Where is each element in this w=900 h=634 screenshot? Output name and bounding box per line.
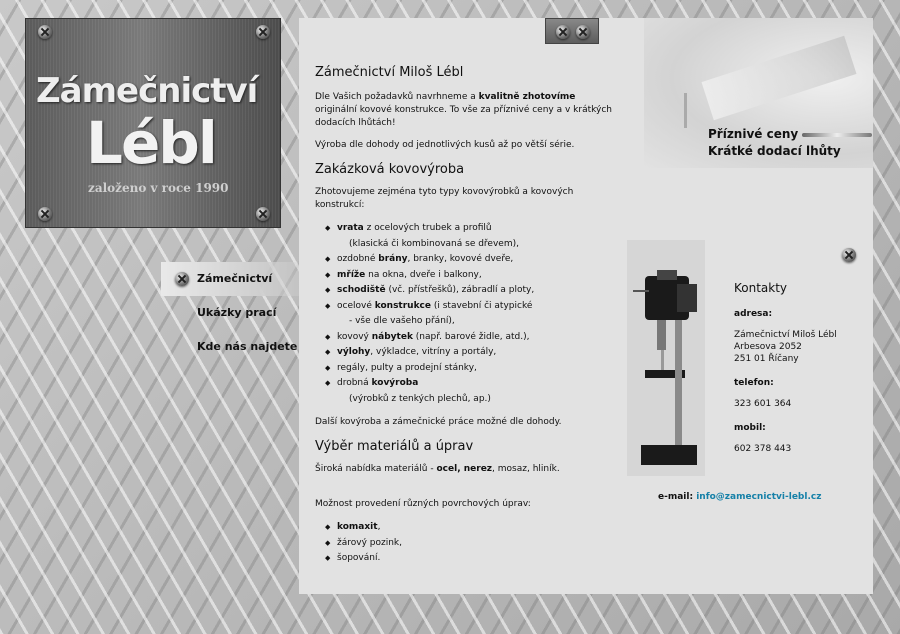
section-heading: Výběr materiálů a úprav xyxy=(315,439,474,454)
list-item: ◆ kovový nábytek (např. barové židle, atd.), xyxy=(337,330,615,346)
phone-value: 323 601 364 xyxy=(734,399,792,409)
list-item: ◆ schodiště (vč. přístřešků), zábradlí a ploty, xyxy=(337,283,615,299)
list-item: ◆ regály, pulty a prodejní stánky, xyxy=(337,361,615,377)
product-list xyxy=(315,221,615,407)
intro-paragraph-2: Výroba dle dohody od jednotlivých kusů až po větší série. xyxy=(315,140,575,150)
tagline-prices: Příznivé ceny xyxy=(708,127,799,141)
content-panel xyxy=(299,18,873,594)
intro-paragraph: Dle Vašich požadavků navrhneme a kvalitně zhotovíme originální kovové konstrukce. To vše za příznivé ceny a v krátkých dodacích lhůtách! xyxy=(315,92,612,128)
drill-press-image xyxy=(627,240,705,476)
address-value: Zámečnictví Miloš Lébl Arbesova 2052 251 01 Říčany xyxy=(734,330,837,364)
section-intro: Zhotovujeme zejména tyto typy kovovýrobků a kovových konstrukcí: xyxy=(315,187,574,210)
list-item: ◆ žárový pozink, xyxy=(337,536,615,552)
materials-paragraph: Široká nabídka materiálů - ocel, nerez, mosaz, hliník. xyxy=(315,464,560,474)
page-title: Zámečnictví Miloš Lébl xyxy=(315,65,464,80)
logo-title: Zámečnictví xyxy=(36,71,258,111)
email-label: e-mail: xyxy=(658,492,694,502)
email-line xyxy=(658,492,821,502)
main-nav xyxy=(161,262,299,364)
list-item: ◆ komaxit, xyxy=(337,520,615,536)
contact-title: Kontakty xyxy=(734,281,788,295)
nav-item-label: Ukázky prací xyxy=(197,306,277,319)
drill-bit-icon xyxy=(802,133,872,137)
screw-icon xyxy=(576,25,590,39)
screw-icon xyxy=(256,207,270,221)
screw-icon xyxy=(842,248,856,262)
screw-icon xyxy=(38,207,52,221)
surfaces-intro: Možnost provedení různých povrchových úprav: xyxy=(315,499,531,509)
mobile-label: mobil: xyxy=(734,423,766,433)
list-item: ◆ vrata z ocelových trubek a profilů (klasická či kombinovaná se dřevem), xyxy=(337,221,615,252)
screw-icon xyxy=(175,272,189,286)
main-content xyxy=(315,66,615,576)
tagline-delivery: Krátké dodací lhůty xyxy=(708,144,841,158)
logo[interactable] xyxy=(25,18,281,228)
section-outro: Další kovýroba a zámečnické práce možné dle dohody. xyxy=(315,417,562,427)
section-heading: Zakázková kovovýroba xyxy=(315,162,465,177)
contact-box xyxy=(734,282,864,467)
nav-item-label: Zámečnictví xyxy=(197,272,273,285)
screw-icon xyxy=(556,25,570,39)
nav-item-kde-nas-najdete[interactable] xyxy=(161,330,299,364)
list-item: ◆ ocelové konstrukce (i stavební či atypické - vše dle vašeho přání), xyxy=(337,299,615,330)
phone-label: telefon: xyxy=(734,378,774,388)
address-label: adresa: xyxy=(734,309,773,319)
nav-item-zamecnictvi[interactable] xyxy=(161,262,299,296)
metal-plate xyxy=(545,18,599,44)
nav-item-ukazky-praci[interactable] xyxy=(161,296,299,330)
screw-icon xyxy=(256,25,270,39)
tagline xyxy=(708,126,872,160)
list-item: ◆ ozdobné brány, branky, kovové dveře, xyxy=(337,252,615,268)
list-item: ◆ drobná kovýroba (výrobků z tenkých plechů, ap.) xyxy=(337,376,615,407)
logo-name: Lébl xyxy=(86,109,216,177)
surface-list xyxy=(315,520,615,567)
list-item: ◆ mříže na okna, dveře i balkony, xyxy=(337,268,615,284)
logo-founded: založeno v roce 1990 xyxy=(88,181,229,195)
mobile-value: 602 378 443 xyxy=(734,444,792,454)
list-item: ◆ šopování. xyxy=(337,551,615,567)
email-link[interactable]: info@zamecnictvi-lebl.cz xyxy=(696,492,822,502)
nav-item-label: Kde nás najdete xyxy=(197,340,298,353)
list-item: ◆ výlohy, výkladce, vitríny a portály, xyxy=(337,345,615,361)
screw-icon xyxy=(38,25,52,39)
